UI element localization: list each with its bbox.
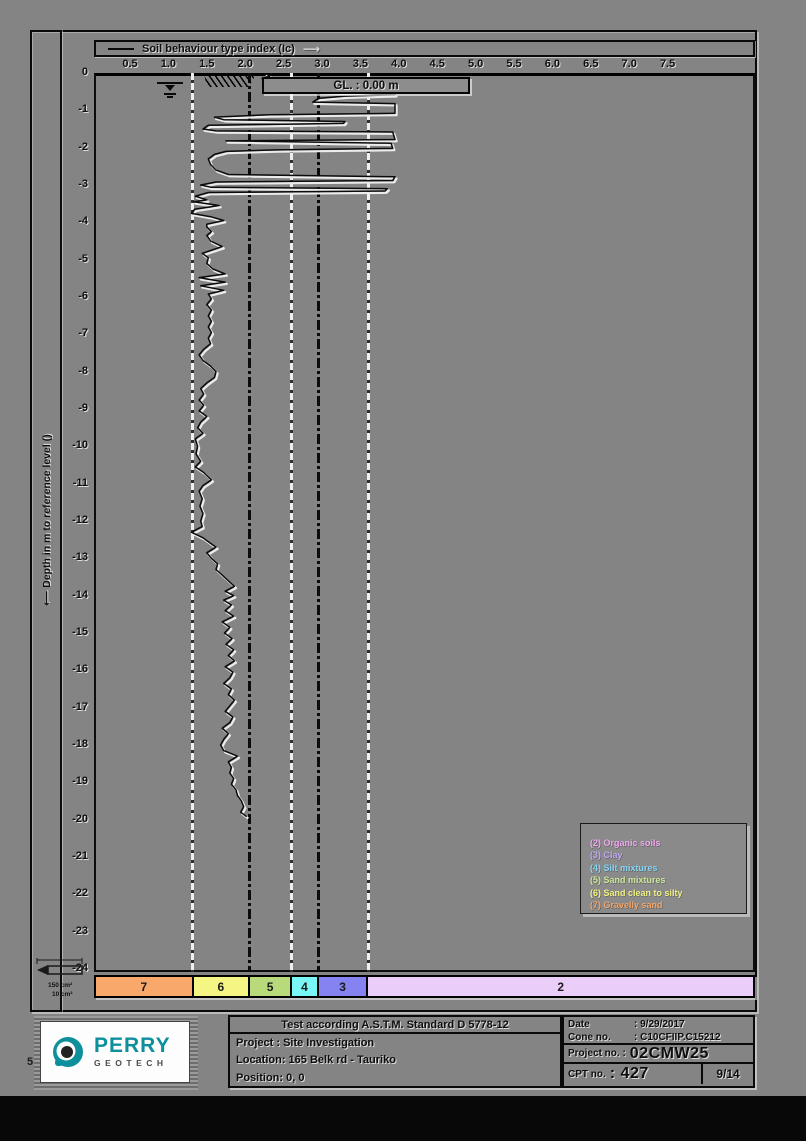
footer-meta-box bbox=[562, 1015, 755, 1088]
sbt-zone-cell: 2 bbox=[368, 977, 753, 996]
depth-tick-label: -8 bbox=[78, 364, 88, 377]
sbt-zone-cell: 6 bbox=[194, 977, 251, 996]
project-no-row: Project no. : 02CMW25 bbox=[564, 1045, 753, 1064]
chart-header bbox=[94, 40, 755, 57]
y-axis-title-text: Depth in m to reference level () bbox=[41, 434, 53, 588]
depth-tick-label: -1 bbox=[78, 103, 88, 116]
depth-tick-label: -10 bbox=[72, 439, 88, 452]
right-arrow-icon: ⟶ bbox=[302, 41, 321, 56]
test-standard: Test according A.S.T.M. Standard D 5778-12 bbox=[230, 1017, 560, 1034]
depth-tick-label: -6 bbox=[78, 289, 88, 302]
depth-tick-label: -5 bbox=[78, 252, 88, 265]
depth-tick-label: -9 bbox=[78, 401, 88, 414]
legend-item: (2) Organic soils bbox=[590, 838, 661, 848]
depth-tick-label: -15 bbox=[72, 625, 88, 638]
depth-tick-label: -20 bbox=[72, 812, 88, 825]
sbt-zone-cell: 7 bbox=[96, 977, 194, 996]
legend-item: (3) Clay bbox=[590, 850, 623, 861]
depth-tick-label: -12 bbox=[72, 513, 88, 526]
water-table-icon bbox=[156, 80, 184, 98]
x-tick-label: 2.0 bbox=[237, 58, 253, 70]
depth-tick-label: -14 bbox=[72, 588, 88, 601]
cone-diagram bbox=[34, 956, 94, 1002]
depth-tick-label: -18 bbox=[72, 737, 88, 750]
x-tick-label: 7.5 bbox=[659, 58, 676, 70]
x-tick-label: 7.0 bbox=[621, 58, 637, 70]
project-info-line: Location: 165 Belk rd - Tauriko bbox=[236, 1054, 396, 1067]
depth-tick-label: -2 bbox=[78, 140, 88, 153]
meta-row: Cone no. : C10CFIIP.C15212 bbox=[568, 1032, 721, 1043]
depth-tick-label: -13 bbox=[72, 551, 88, 564]
x-tick-label: 1.0 bbox=[160, 58, 177, 70]
x-tick-label: 6.5 bbox=[583, 58, 599, 70]
logo-name: PERRY bbox=[94, 1034, 171, 1057]
depth-tick-label: 0 bbox=[81, 66, 88, 78]
ground-level-label: GL. : 0.00 m bbox=[262, 77, 470, 94]
chart-title: Soil behaviour type index (Ic) bbox=[142, 42, 295, 55]
stray-mark: 5 bbox=[27, 1056, 34, 1068]
depth-tick-label: -19 bbox=[72, 775, 88, 788]
depth-tick-label: -3 bbox=[78, 177, 88, 190]
depth-tick-label: -22 bbox=[72, 887, 88, 900]
depth-tick-label: -21 bbox=[72, 849, 88, 862]
series-line-sample bbox=[108, 48, 134, 50]
ground-surface-hatch-icon bbox=[204, 74, 256, 87]
y-axis-title bbox=[41, 434, 53, 605]
sbt-zone-cell: 3 bbox=[319, 977, 369, 996]
x-tick-label: 5.5 bbox=[506, 58, 522, 70]
depth-tick-label: -17 bbox=[72, 700, 88, 713]
sbt-zone-cell: 5 bbox=[250, 977, 292, 996]
legend-item: (5) Sand mixtures bbox=[590, 875, 666, 886]
x-tick-label: 0.5 bbox=[122, 58, 138, 70]
project-info-line: Project : Site Investigation bbox=[236, 1036, 375, 1049]
project-info-line: Position: 0, 0 bbox=[236, 1071, 305, 1084]
depth-tick-label: -7 bbox=[78, 327, 88, 340]
x-tick-label: 3.0 bbox=[314, 58, 330, 70]
x-tick-label: 4.5 bbox=[429, 58, 445, 70]
logo-subname: GEOTECH bbox=[94, 1058, 168, 1068]
x-tick-label: 4.0 bbox=[391, 58, 407, 70]
legend-item: (7) Gravelly sand bbox=[590, 900, 663, 911]
company-logo bbox=[40, 1021, 190, 1083]
perry-logo-icon bbox=[49, 1033, 87, 1071]
down-arrow-icon: ⟵ bbox=[41, 590, 53, 606]
legend-item: (4) Silt mixtures bbox=[590, 862, 658, 873]
meta-row: Date : 9/29/2017 bbox=[568, 1019, 685, 1030]
x-tick-label: 6.0 bbox=[544, 58, 561, 70]
legend-item: (6) Sand clean to silty bbox=[590, 887, 683, 898]
page-number: 9/14 bbox=[701, 1064, 753, 1084]
cone-tip-area-label: 10 cm² bbox=[52, 991, 73, 998]
sbt-zone-bar bbox=[94, 975, 755, 998]
x-tick-label: 3.5 bbox=[352, 58, 369, 70]
x-tick-label: 1.5 bbox=[199, 58, 215, 70]
depth-tick-label: -23 bbox=[72, 924, 88, 937]
bottom-margin bbox=[0, 1096, 806, 1141]
cone-sleeve-area-label: 150 cm² bbox=[48, 982, 73, 989]
footer-project-box bbox=[228, 1015, 562, 1088]
x-tick-label: 2.5 bbox=[275, 58, 292, 70]
x-tick-label: 5.0 bbox=[467, 58, 484, 70]
depth-tick-label: -16 bbox=[72, 663, 88, 676]
sbt-legend bbox=[580, 823, 747, 914]
depth-tick-label: -11 bbox=[72, 476, 88, 489]
cpt-no-row: CPT no. : 427 9/14 bbox=[564, 1064, 753, 1084]
depth-tick-label: -4 bbox=[78, 215, 88, 228]
depth-tick-label: -24 bbox=[72, 961, 88, 974]
sbt-zone-cell: 4 bbox=[292, 977, 319, 996]
